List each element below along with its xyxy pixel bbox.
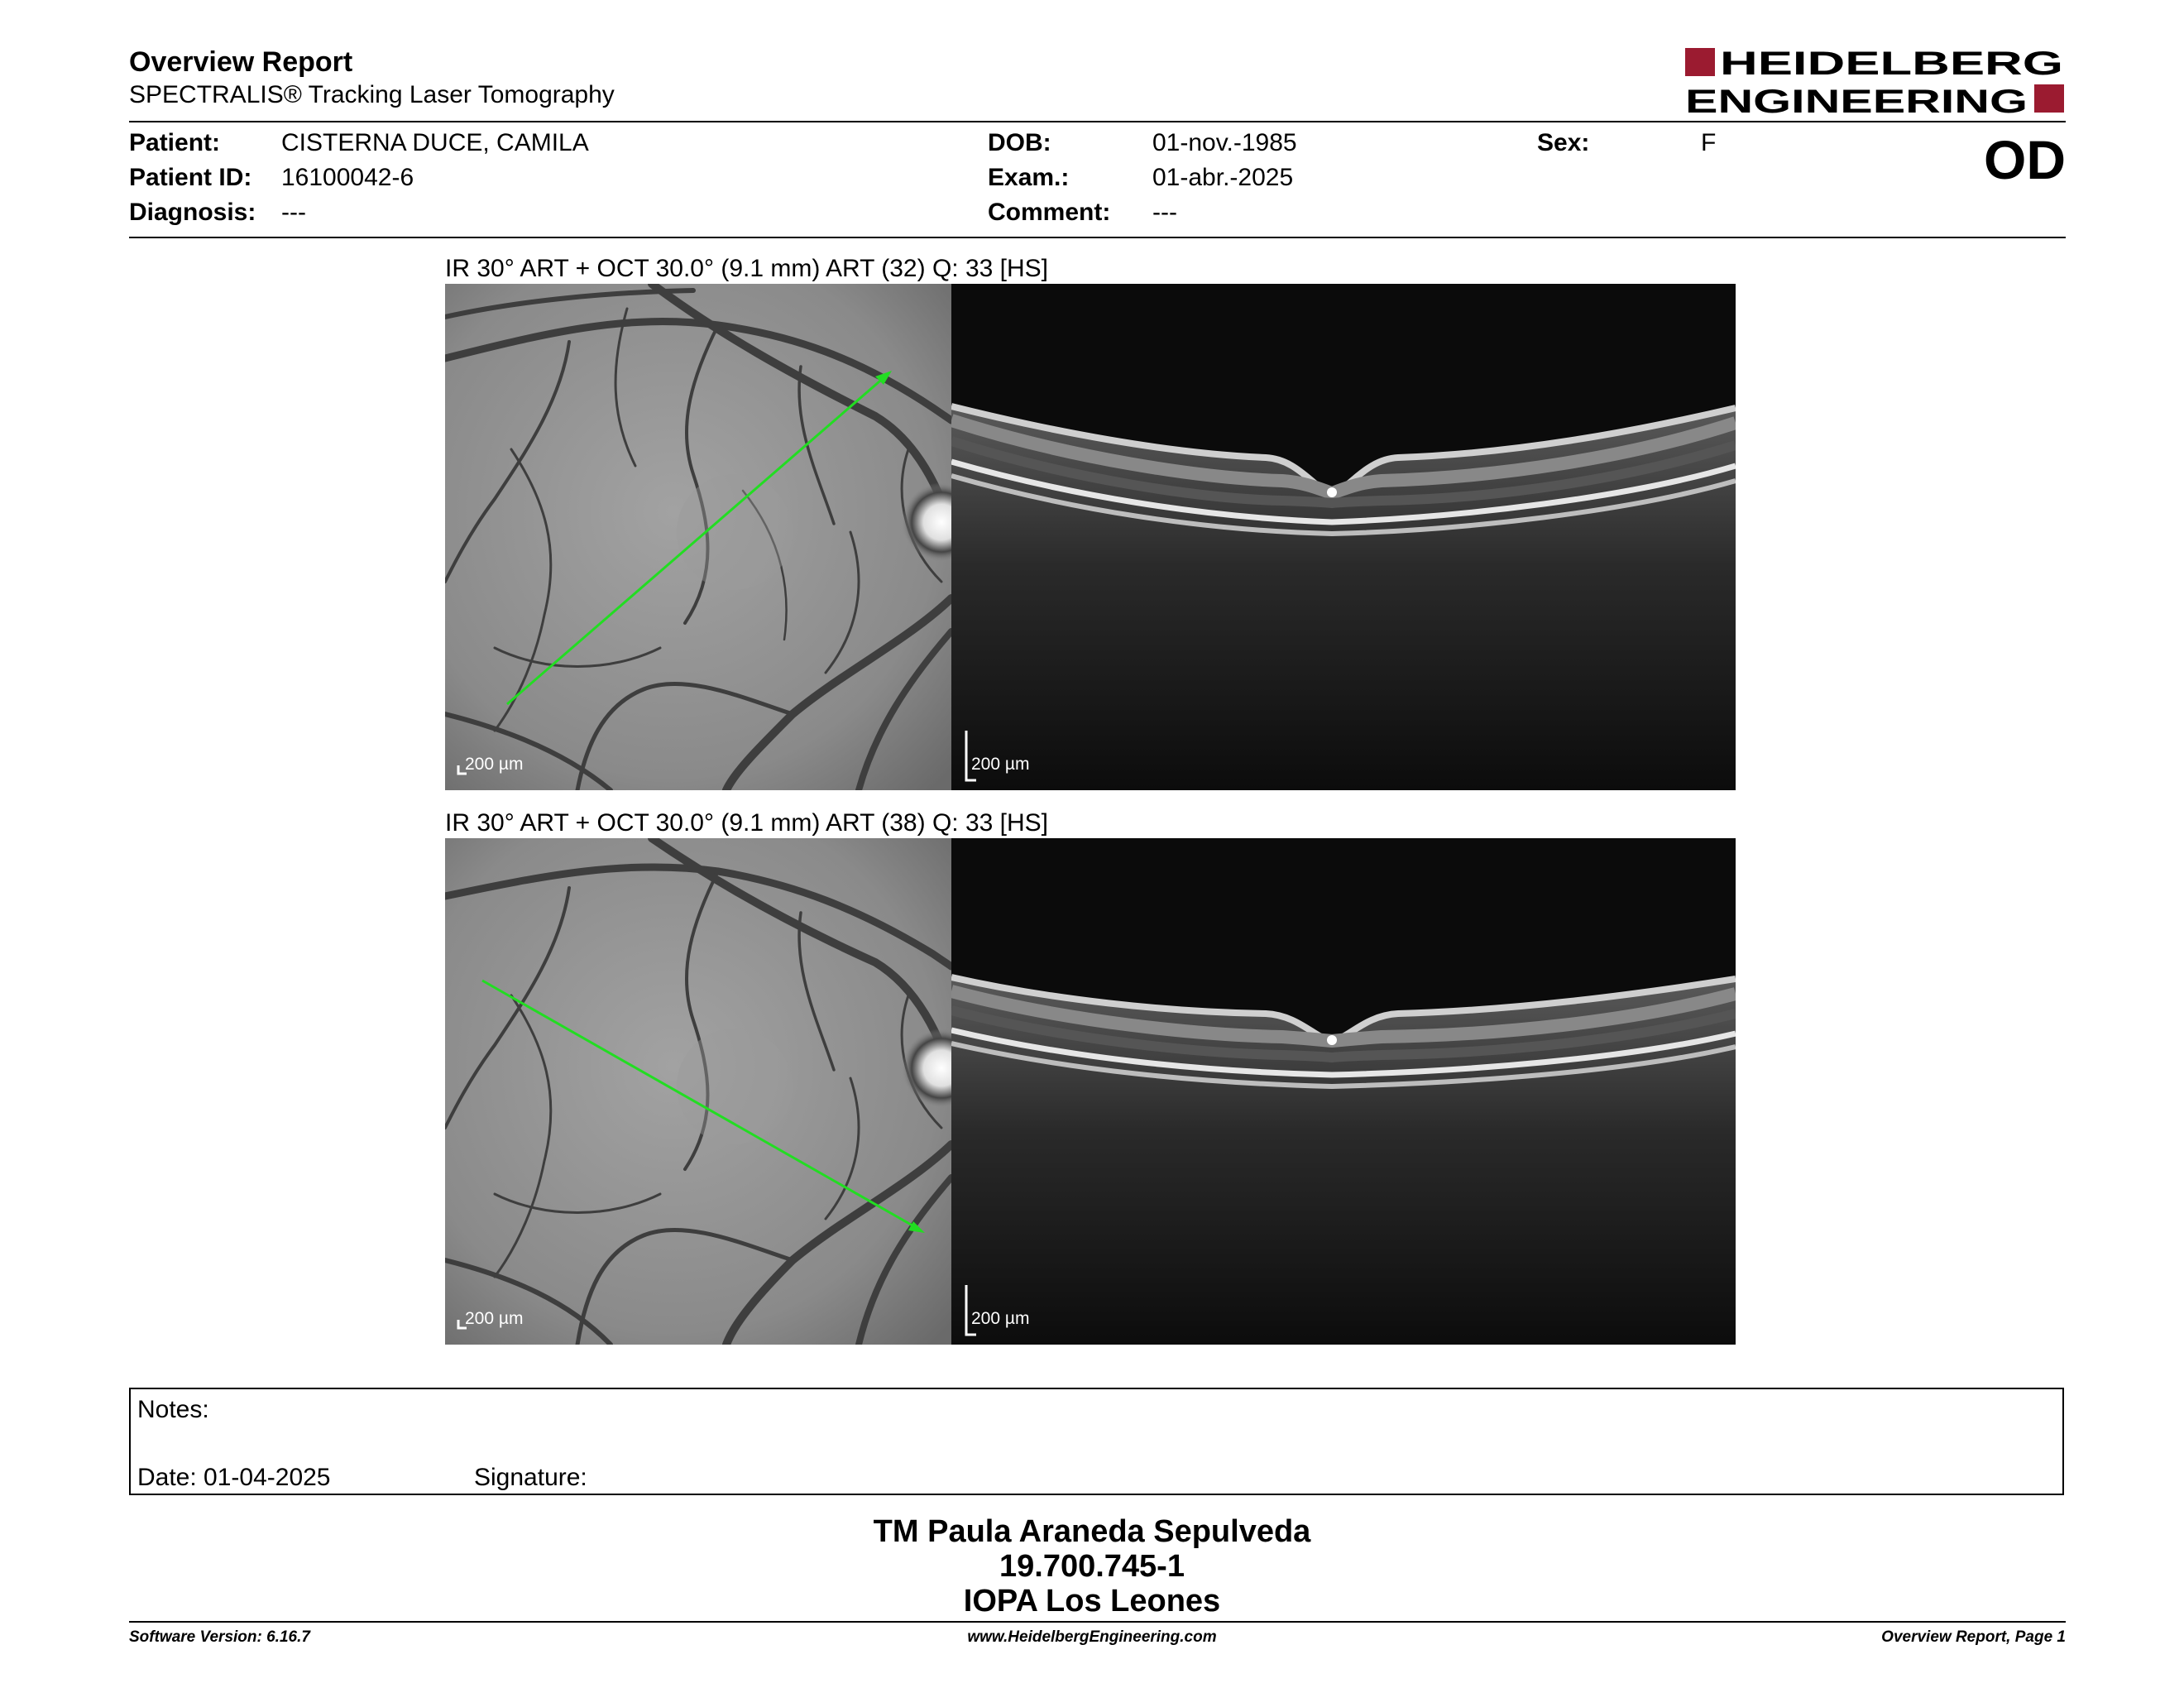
page-number: Overview Report, Page 1 <box>1881 1628 2066 1646</box>
sex-label: Sex: <box>1537 129 1590 156</box>
notes-label: Notes: <box>137 1396 209 1423</box>
ir-fundus-image <box>445 838 951 1345</box>
oct-scale-label: 200 µm <box>971 1309 1030 1328</box>
website-link[interactable]: www.HeidelbergEngineering.com <box>967 1628 1217 1646</box>
dob-value: 01-nov.-1985 <box>1152 129 1297 156</box>
patient-divider <box>129 237 2066 238</box>
software-version: Software Version: 6.16.7 <box>129 1628 310 1646</box>
ir-scale-label: 200 µm <box>465 755 524 774</box>
heidelberg-logo <box>1685 46 2066 116</box>
eye-indicator: OD <box>1984 129 2066 190</box>
patient-id-value: 16100042-6 <box>281 164 414 191</box>
patient-label: Patient: <box>129 129 221 156</box>
svg-text:ENGINEERING: ENGINEERING <box>1685 84 2028 116</box>
report-subtitle: SPECTRALIS® Tracking Laser Tomography <box>129 81 615 108</box>
notes-box <box>129 1388 2064 1495</box>
diagnosis-label: Diagnosis: <box>129 199 256 226</box>
signoff-id: 19.700.745-1 <box>999 1549 1185 1584</box>
exam-label: Exam.: <box>988 164 1070 191</box>
oct-bscan-image <box>951 838 1736 1345</box>
ir-fundus-image <box>445 284 951 790</box>
diagnosis-value: --- <box>281 199 306 226</box>
scan-title: IR 30° ART + OCT 30.0° (9.1 mm) ART (38) Q: 33 [HS] <box>445 809 1048 837</box>
sex-value: F <box>1701 129 1717 156</box>
patient-name: CISTERNA DUCE, CAMILA <box>281 129 589 156</box>
signoff-institution: IOPA Los Leones <box>963 1584 1221 1618</box>
scan-title: IR 30° ART + OCT 30.0° (9.1 mm) ART (32) Q: 33 [HS] <box>445 255 1048 282</box>
ir-scale-label: 200 µm <box>465 1309 524 1328</box>
header-divider <box>129 121 2066 122</box>
oct-bscan-image <box>951 284 1736 790</box>
report-title: Overview Report <box>129 46 353 78</box>
svg-text:HEIDELBERG: HEIDELBERG <box>1720 46 2063 82</box>
comment-label: Comment: <box>988 199 1111 226</box>
patient-id-label: Patient ID: <box>129 164 252 191</box>
signature-label: Signature: <box>474 1464 587 1491</box>
exam-value: 01-abr.-2025 <box>1152 164 1294 191</box>
comment-value: --- <box>1152 199 1177 226</box>
date-label: Date: 01-04-2025 <box>137 1464 331 1491</box>
dob-label: DOB: <box>988 129 1051 156</box>
footer-divider <box>129 1621 2066 1623</box>
oct-scale-label: 200 µm <box>971 755 1030 774</box>
signoff-name: TM Paula Araneda Sepulveda <box>873 1514 1311 1549</box>
